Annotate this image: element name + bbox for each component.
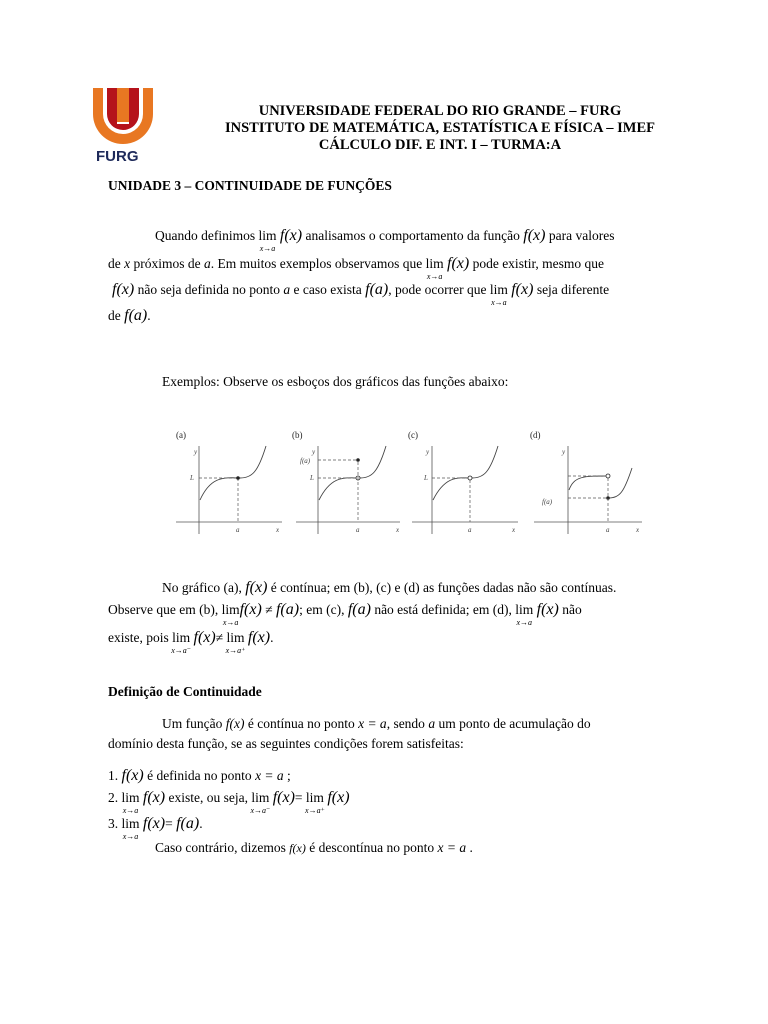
function-fa: f(a)	[176, 815, 200, 832]
intro-line-3	[112, 281, 610, 307]
limit-expression: lim x→a	[515, 602, 534, 627]
punct: ;	[287, 768, 291, 783]
svg-text:f(a): f(a)	[300, 457, 311, 465]
function-fa: f(a)	[124, 307, 148, 324]
furg-logo	[90, 84, 156, 166]
svg-text:x: x	[636, 526, 640, 534]
function-fa: f(a)	[365, 281, 389, 298]
intro-line-1	[155, 227, 615, 253]
limit-expression: lim x→a	[258, 228, 277, 253]
graph-b	[292, 430, 400, 534]
punct: .	[270, 630, 274, 645]
svg-text:a: a	[356, 526, 360, 534]
svg-text:L: L	[310, 474, 314, 482]
intro-text: pode existir, mesmo que	[472, 256, 605, 271]
intro-text: próximos de	[133, 256, 201, 271]
condition-text: existe, ou seja,	[168, 790, 248, 805]
svg-text:L: L	[424, 474, 428, 482]
function-fx: f(x)	[447, 255, 470, 272]
svg-text:a: a	[468, 526, 472, 534]
graph-label-b: (b)	[292, 430, 303, 440]
analysis-text: é contínua; em (b), (c) e (d) as funções dadas não são contínuas.	[270, 580, 617, 595]
condition-number: 2.	[108, 790, 119, 805]
condition-number: 1.	[108, 768, 119, 783]
intro-text: seja diferente	[536, 282, 610, 297]
graph-c	[408, 430, 518, 534]
otherwise-line	[155, 840, 473, 856]
x-equals-a: x = a	[255, 768, 284, 783]
equals-sign: =	[165, 816, 173, 831]
analysis-text: não está definida; em (d),	[374, 602, 512, 617]
analysis-text: não	[562, 602, 582, 617]
condition-text: é definida no ponto	[147, 768, 252, 783]
graph-a	[176, 430, 282, 534]
analysis-text: No gráfico (a),	[162, 580, 242, 595]
analysis-text: existe, pois	[108, 630, 169, 645]
intro-text: de	[108, 256, 121, 271]
limit-expression: lim x→a⁺	[305, 790, 325, 815]
limit-expression: lim x→a	[121, 816, 140, 841]
limit-expression: lim x→a	[121, 790, 140, 815]
svg-text:a: a	[236, 526, 240, 534]
definition-text: , sendo	[386, 716, 425, 731]
intro-line-2	[108, 255, 605, 281]
analysis-line-1	[162, 580, 616, 596]
definition-title: Definição de Continuidade	[108, 684, 262, 699]
neq-sign: ≠	[265, 602, 273, 617]
svg-text:y: y	[562, 448, 566, 456]
svg-text:y: y	[312, 448, 316, 456]
header-course: CÁLCULO DIF. E INT. I – TURMA:A	[318, 137, 562, 153]
condition-text: Caso contrário, dizemos	[155, 840, 286, 855]
svg-text:f(a): f(a)	[542, 498, 553, 506]
var-a: a	[204, 256, 211, 271]
condition-text: é descontínua no ponto	[309, 840, 435, 855]
analysis-line-2	[108, 601, 582, 627]
function-fx: f(x)	[142, 789, 166, 806]
punct: .	[469, 840, 473, 855]
graph-label-a: (a)	[176, 430, 186, 440]
intro-line-4	[108, 308, 151, 324]
limit-expression: lim x→a	[489, 282, 508, 307]
x-equals-a: x = a	[437, 840, 467, 855]
equals-sign: =	[294, 790, 303, 805]
graph-label-c: (c)	[408, 430, 418, 440]
function-fx: f(x)	[193, 629, 216, 646]
function-fx: f(x)	[289, 841, 306, 855]
neq-sign: ≠	[215, 630, 224, 645]
limit-expression: lim x→a⁺	[225, 630, 246, 655]
section-title: UNIDADE 3 – CONTINUIDADE DE FUNÇÕES	[108, 178, 392, 193]
limit-expression: lim x→a	[221, 602, 240, 627]
function-fa: f(a)	[347, 601, 371, 618]
function-fx: f(x)	[279, 227, 303, 244]
limit-expression: lim x→a⁻	[171, 630, 192, 655]
analysis-text: ; em (c),	[299, 602, 345, 617]
function-fx: f(x)	[142, 815, 166, 832]
function-fx: f(x)	[327, 789, 350, 806]
intro-text: , pode ocorrer que	[388, 282, 487, 297]
condition-2	[108, 789, 350, 815]
punct: .	[199, 816, 203, 831]
intro-text: e caso exista	[293, 282, 362, 297]
svg-text:y: y	[426, 448, 430, 456]
function-fx: f(x)	[247, 629, 271, 646]
intro-text: para valores	[548, 228, 615, 243]
function-fx: f(x)	[523, 227, 546, 244]
condition-number: 3.	[108, 816, 119, 831]
svg-text:L: L	[190, 474, 194, 482]
header-institute: INSTITUTO DE MATEMÁTICA, ESTATÍSTICA E FÍSICA – IMEF	[225, 120, 655, 136]
definition-text: é contínua no ponto	[247, 716, 355, 731]
var-a: a	[283, 282, 291, 297]
condition-1	[108, 768, 291, 784]
definition-line-1	[162, 716, 591, 732]
function-fx: f(x)	[272, 789, 295, 806]
svg-text:a: a	[606, 526, 610, 534]
punct: .	[147, 308, 151, 323]
x-equals-a: x = a	[358, 716, 387, 731]
function-fx: f(x)	[121, 767, 144, 784]
svg-text:x: x	[396, 526, 400, 534]
intro-text: analisamos o comportamento da função	[305, 228, 520, 243]
intro-text: não seja definida no ponto	[137, 282, 281, 297]
function-fx: f(x)	[239, 601, 262, 618]
limit-expression: lim x→a	[425, 256, 444, 281]
var-a: a	[428, 716, 436, 731]
var-x: x	[124, 256, 131, 271]
intro-text: de	[108, 308, 121, 323]
graph-label-d: (d)	[530, 430, 541, 440]
analysis-line-3	[108, 629, 274, 655]
definition-text: um ponto de acumulação do	[438, 716, 591, 731]
definition-text: Um função	[162, 716, 223, 731]
function-fx: f(x)	[245, 579, 268, 596]
condition-3	[108, 815, 203, 841]
intro-text: . Em muitos exemplos observamos que	[210, 256, 423, 271]
function-fx: f(x)	[536, 601, 559, 618]
analysis-text: Observe que em (b),	[108, 602, 219, 617]
function-fx: f(x)	[511, 281, 534, 298]
svg-text:x: x	[512, 526, 516, 534]
function-fx: f(x)	[112, 281, 135, 298]
function-fx: f(x)	[225, 716, 245, 731]
logo-text: FURG	[96, 148, 139, 165]
graph-d	[530, 430, 642, 534]
svg-text:y: y	[194, 448, 198, 456]
header-university: UNIVERSIDADE FEDERAL DO RIO GRANDE – FURG	[258, 103, 622, 119]
function-fa: f(a)	[275, 601, 300, 618]
function-graphs	[170, 424, 650, 544]
intro-text: Quando definimos	[155, 228, 256, 243]
svg-text:x: x	[276, 526, 280, 534]
examples-text: Exemplos: Observe os esboços dos gráficos das funções abaixo:	[162, 374, 509, 389]
definition-line-2: domínio desta função, se as seguintes condições forem satisfeitas:	[108, 736, 464, 751]
limit-expression: lim x→a⁻	[250, 790, 271, 815]
